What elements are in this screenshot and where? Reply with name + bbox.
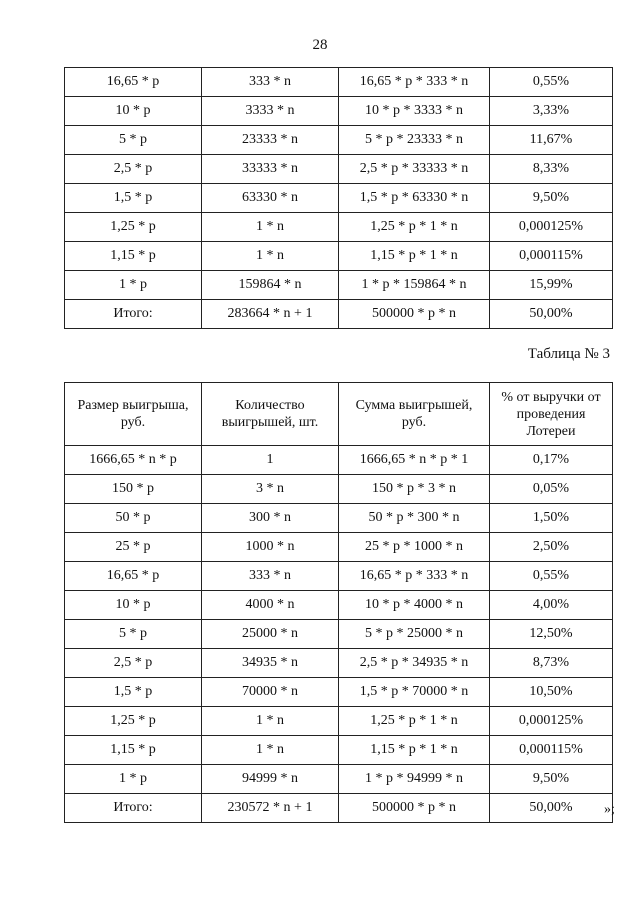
cell-prize-size: 1 * p: [65, 271, 202, 300]
cell-prize-size: 16,65 * p: [65, 68, 202, 97]
cell-revenue-percent: 0,55%: [490, 68, 613, 97]
cell-prize-size: 1 * p: [65, 765, 202, 794]
cell-prize-sum: 1,25 * p * 1 * n: [339, 213, 490, 242]
cell-prize-size: 1,25 * p: [65, 707, 202, 736]
cell-prize-count: 25000 * n: [202, 620, 339, 649]
cell-prize-sum: 1,5 * p * 70000 * n: [339, 678, 490, 707]
cell-revenue-percent: 15,99%: [490, 271, 613, 300]
table-row: [65, 446, 613, 475]
cell-prize-sum: 1666,65 * n * p * 1: [339, 446, 490, 475]
prize-table-continued: [64, 67, 613, 329]
cell-prize-sum: 16,65 * p * 333 * n: [339, 562, 490, 591]
cell-prize-sum: 5 * p * 23333 * n: [339, 126, 490, 155]
cell-prize-sum: 500000 * p * n: [339, 300, 490, 329]
cell-prize-sum: 1,15 * p * 1 * n: [339, 242, 490, 271]
cell-revenue-percent: 10,50%: [490, 678, 613, 707]
cell-prize-size: 1,5 * p: [65, 678, 202, 707]
cell-revenue-percent: 50,00%: [490, 300, 613, 329]
header-prize-count: Количество выигрышей, шт.: [202, 383, 339, 446]
cell-prize-size: Итого:: [65, 300, 202, 329]
cell-revenue-percent: 9,50%: [490, 184, 613, 213]
header-prize-size: Размер выигрыша, руб.: [65, 383, 202, 446]
table-row: [65, 504, 613, 533]
cell-revenue-percent: 8,33%: [490, 155, 613, 184]
table-row: [65, 213, 613, 242]
cell-revenue-percent: 0,000125%: [490, 213, 613, 242]
cell-revenue-percent: 0,000115%: [490, 736, 613, 765]
cell-revenue-percent: 8,73%: [490, 649, 613, 678]
table-row: [65, 562, 613, 591]
cell-prize-sum: 10 * p * 4000 * n: [339, 591, 490, 620]
cell-prize-count: 3 * n: [202, 475, 339, 504]
table-row: [65, 678, 613, 707]
table-row: [65, 300, 613, 329]
cell-prize-sum: 16,65 * p * 333 * n: [339, 68, 490, 97]
table-row: [65, 649, 613, 678]
cell-prize-size: 150 * p: [65, 475, 202, 504]
cell-revenue-percent: 0,000125%: [490, 707, 613, 736]
cell-prize-count: 94999 * n: [202, 765, 339, 794]
cell-prize-count: 1 * n: [202, 736, 339, 765]
table-row: [65, 794, 613, 823]
cell-prize-count: 1 * n: [202, 242, 339, 271]
cell-prize-size: 1,15 * p: [65, 736, 202, 765]
cell-prize-count: 3333 * n: [202, 97, 339, 126]
cell-prize-size: Итого:: [65, 794, 202, 823]
cell-prize-sum: 25 * p * 1000 * n: [339, 533, 490, 562]
cell-revenue-percent: 9,50%: [490, 765, 613, 794]
cell-prize-count: 1000 * n: [202, 533, 339, 562]
table-row: [65, 155, 613, 184]
cell-revenue-percent: 11,67%: [490, 126, 613, 155]
cell-prize-size: 1666,65 * n * p: [65, 446, 202, 475]
cell-prize-count: 63330 * n: [202, 184, 339, 213]
table-row: [65, 68, 613, 97]
prize-table-body: [65, 68, 613, 329]
cell-prize-count: 70000 * n: [202, 678, 339, 707]
cell-prize-size: 1,5 * p: [65, 184, 202, 213]
table-caption: Таблица № 3: [527, 346, 610, 362]
page-number: 28: [312, 37, 328, 53]
cell-prize-size: 10 * p: [65, 97, 202, 126]
cell-prize-count: 1: [202, 446, 339, 475]
table-row: [65, 591, 613, 620]
table-row: [65, 765, 613, 794]
table-row: [65, 242, 613, 271]
cell-revenue-percent: 0,000115%: [490, 242, 613, 271]
cell-prize-size: 5 * p: [65, 126, 202, 155]
table-row: [65, 707, 613, 736]
cell-prize-size: 50 * p: [65, 504, 202, 533]
cell-prize-count: 333 * n: [202, 562, 339, 591]
header-prize-sum: Сумма выигрышей, руб.: [339, 383, 490, 446]
table-header-row: [65, 383, 613, 446]
cell-prize-sum: 150 * p * 3 * n: [339, 475, 490, 504]
prize-table-body: [65, 446, 613, 823]
cell-revenue-percent: 3,33%: [490, 97, 613, 126]
cell-prize-sum: 1,25 * p * 1 * n: [339, 707, 490, 736]
cell-revenue-percent: 0,05%: [490, 475, 613, 504]
cell-prize-count: 23333 * n: [202, 126, 339, 155]
table-row: [65, 184, 613, 213]
table-row: [65, 620, 613, 649]
cell-prize-size: 25 * p: [65, 533, 202, 562]
cell-prize-count: 283664 * n + 1: [202, 300, 339, 329]
cell-prize-count: 333 * n: [202, 68, 339, 97]
cell-prize-sum: 1 * p * 159864 * n: [339, 271, 490, 300]
cell-prize-size: 16,65 * p: [65, 562, 202, 591]
trailing-punctuation: »;: [604, 802, 615, 817]
table-row: [65, 475, 613, 504]
table-row: [65, 736, 613, 765]
table-row: [65, 97, 613, 126]
cell-prize-count: 159864 * n: [202, 271, 339, 300]
cell-prize-sum: 10 * p * 3333 * n: [339, 97, 490, 126]
cell-prize-count: 4000 * n: [202, 591, 339, 620]
cell-prize-count: 1 * n: [202, 213, 339, 242]
cell-prize-sum: 2,5 * p * 34935 * n: [339, 649, 490, 678]
cell-prize-count: 300 * n: [202, 504, 339, 533]
cell-revenue-percent: 0,17%: [490, 446, 613, 475]
cell-revenue-percent: 1,50%: [490, 504, 613, 533]
cell-prize-size: 1,15 * p: [65, 242, 202, 271]
cell-prize-sum: 1,15 * p * 1 * n: [339, 736, 490, 765]
cell-prize-size: 5 * p: [65, 620, 202, 649]
cell-prize-size: 10 * p: [65, 591, 202, 620]
cell-prize-count: 34935 * n: [202, 649, 339, 678]
cell-revenue-percent: 50,00%: [490, 794, 613, 823]
cell-prize-count: 1 * n: [202, 707, 339, 736]
prize-table-3: [64, 382, 613, 823]
cell-revenue-percent: 0,55%: [490, 562, 613, 591]
cell-prize-size: 1,25 * p: [65, 213, 202, 242]
cell-prize-sum: 50 * p * 300 * n: [339, 504, 490, 533]
cell-prize-count: 230572 * n + 1: [202, 794, 339, 823]
cell-prize-sum: 1 * p * 94999 * n: [339, 765, 490, 794]
cell-prize-size: 2,5 * p: [65, 155, 202, 184]
cell-prize-size: 2,5 * p: [65, 649, 202, 678]
table-row: [65, 126, 613, 155]
cell-prize-sum: 2,5 * p * 33333 * n: [339, 155, 490, 184]
table-row: [65, 533, 613, 562]
cell-revenue-percent: 12,50%: [490, 620, 613, 649]
header-revenue-percent: % от выручки от проведения Лотереи: [490, 383, 613, 446]
cell-revenue-percent: 4,00%: [490, 591, 613, 620]
cell-revenue-percent: 2,50%: [490, 533, 613, 562]
cell-prize-sum: 1,5 * p * 63330 * n: [339, 184, 490, 213]
cell-prize-sum: 5 * p * 25000 * n: [339, 620, 490, 649]
cell-prize-count: 33333 * n: [202, 155, 339, 184]
cell-prize-sum: 500000 * p * n: [339, 794, 490, 823]
table-row: [65, 271, 613, 300]
